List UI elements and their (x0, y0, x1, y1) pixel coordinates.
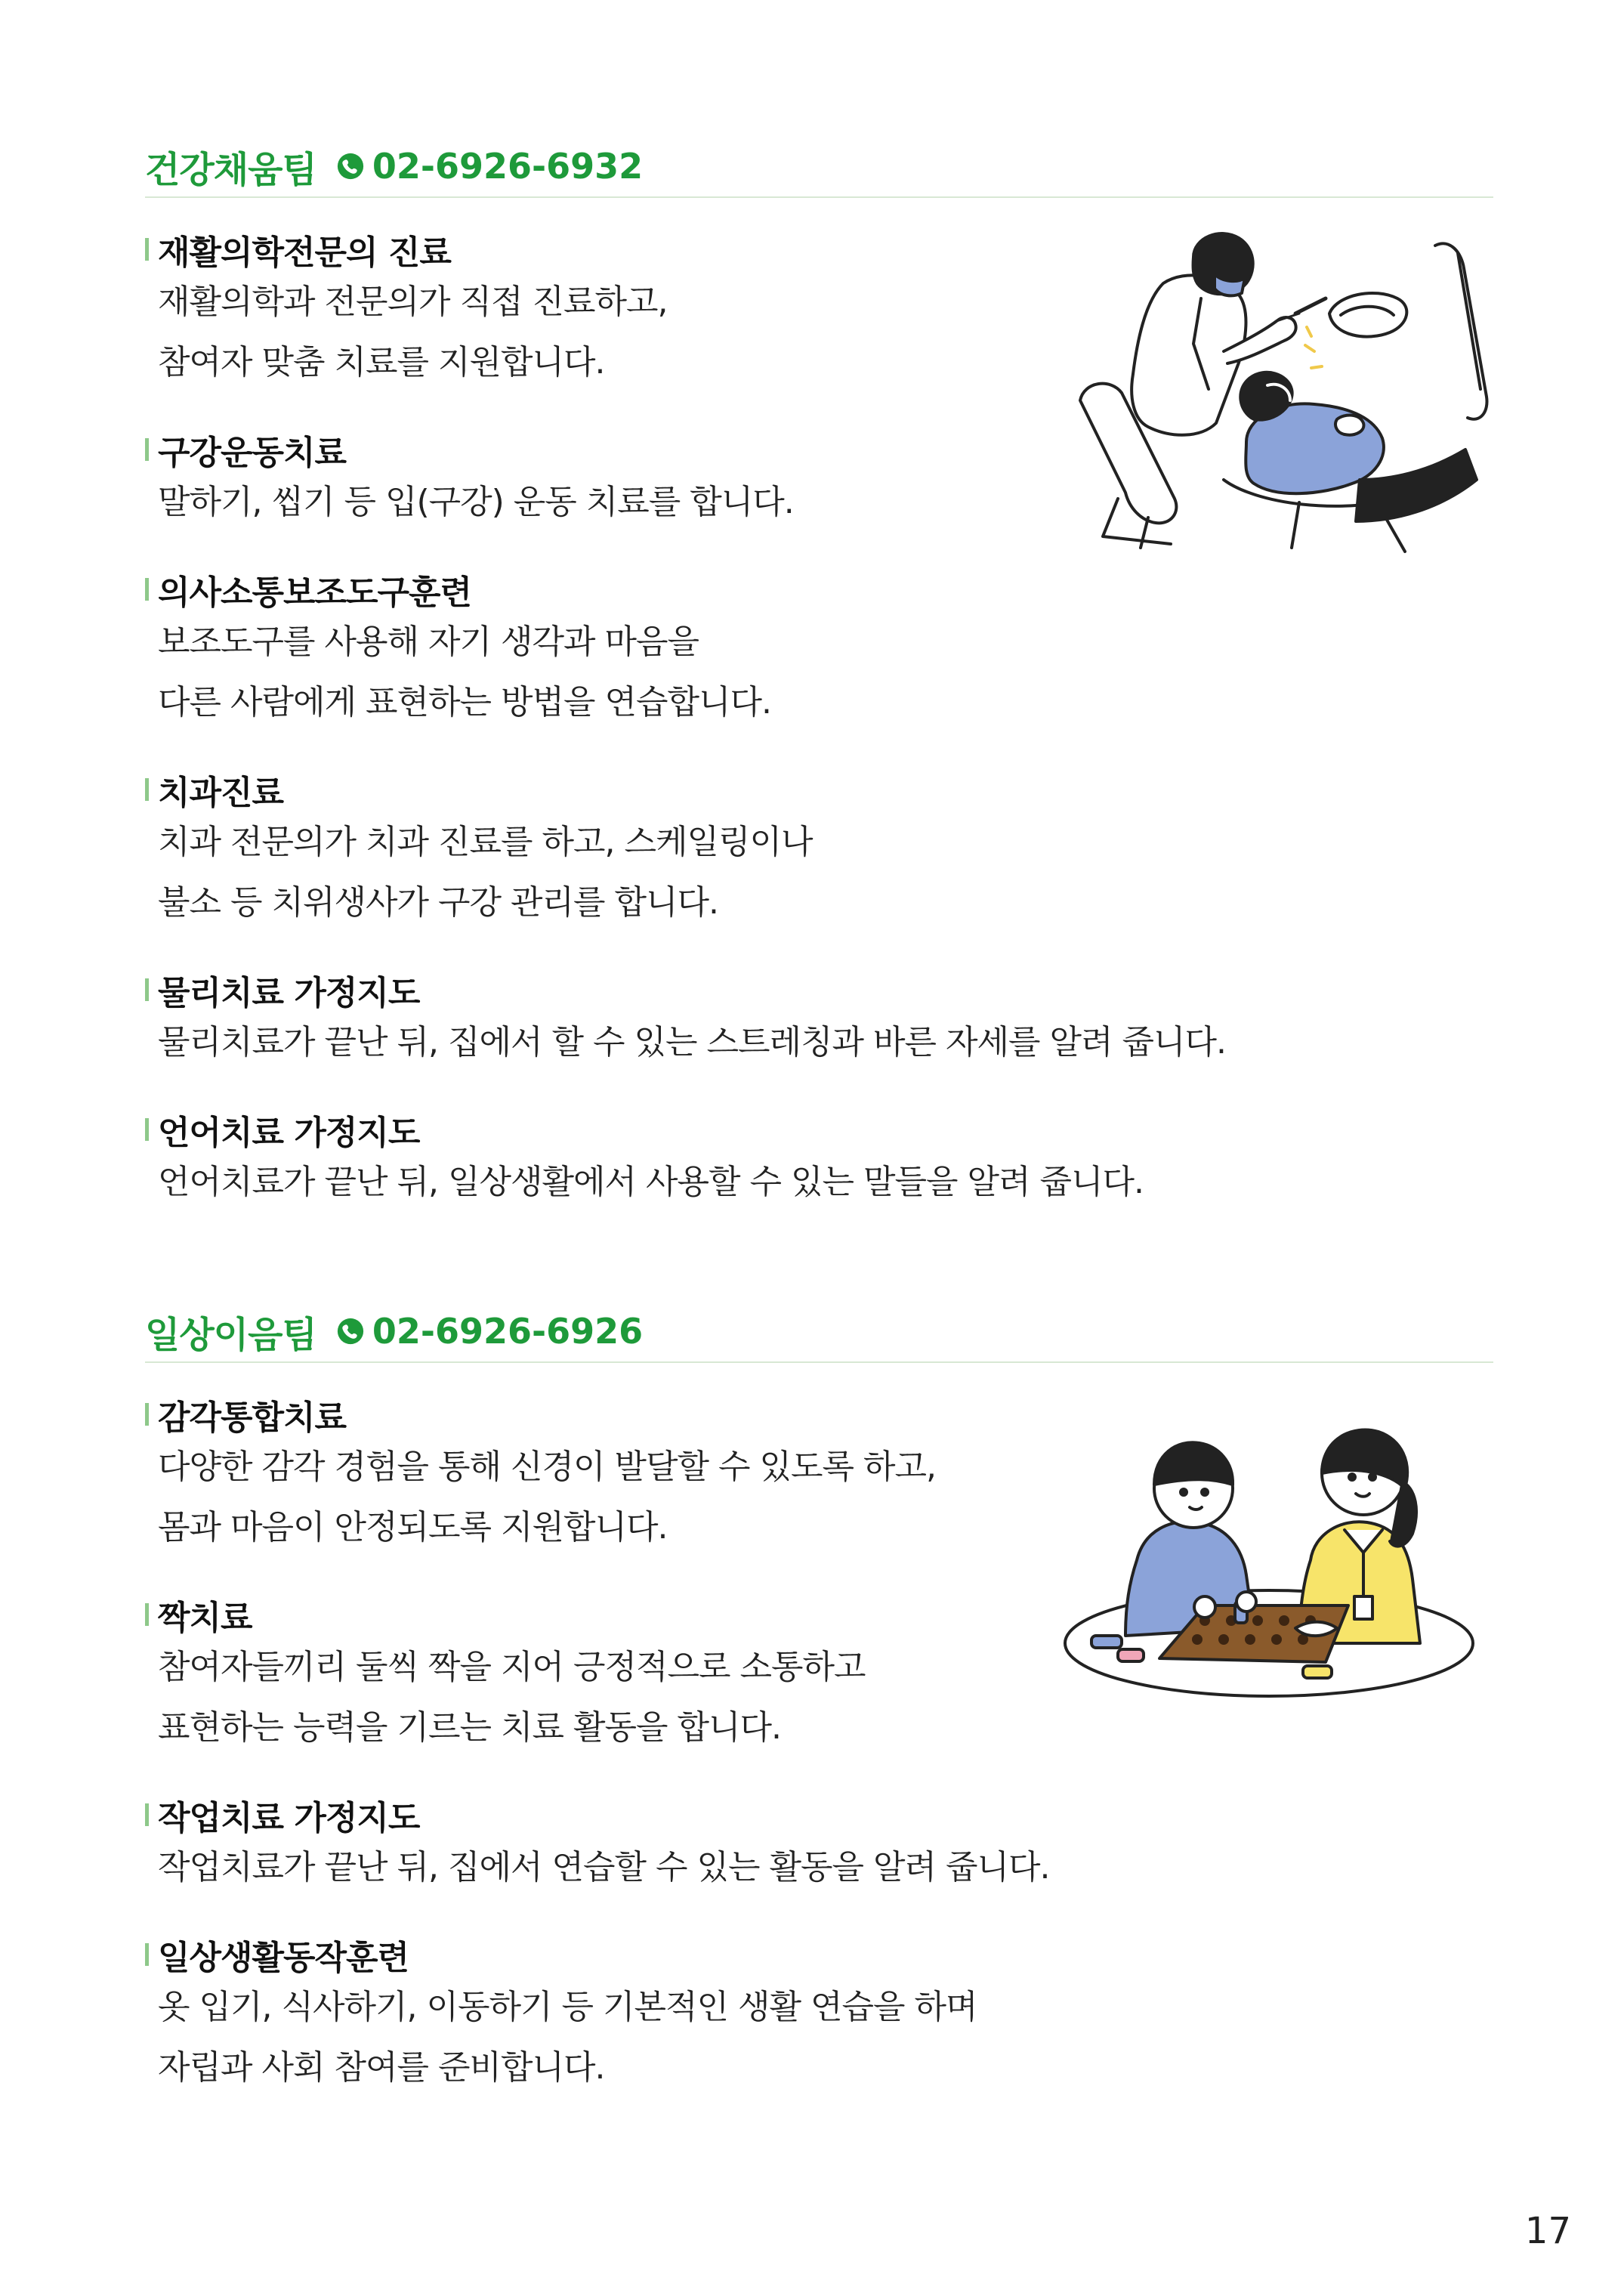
list-item (145, 1392, 936, 1558)
item-title: 구강운동치료 (158, 434, 347, 472)
list-item (145, 567, 771, 733)
phone-number: 02-6926-6932 (372, 146, 644, 187)
item-text: 말하기, 씹기 등 입(구강) 운동 치료를 합니다. (158, 483, 794, 521)
dentist-illustration (1073, 230, 1496, 555)
item-text: 자립과 사회 참여를 준비합니다. (158, 2048, 605, 2087)
list-item (145, 767, 813, 933)
phone-contact[interactable] (336, 146, 643, 187)
section-title: 일상이음팀 (145, 1313, 316, 1356)
phone-contact[interactable] (336, 1311, 643, 1352)
page-number: 17 (1524, 2210, 1571, 2252)
section-title: 건강채움팀 (145, 148, 316, 191)
item-text: 몸과 마음이 안정되도록 지원합니다. (158, 1508, 668, 1547)
item-text: 치과 전문의가 치과 진료를 하고, 스케일링이나 (158, 823, 813, 861)
list-item (145, 967, 1226, 1073)
bullet-bar (145, 578, 149, 601)
bullet-bar (145, 1803, 149, 1826)
bullet-bar (145, 1943, 149, 1966)
section-header (145, 136, 1493, 198)
item-text: 다양한 감각 경험을 통해 신경이 발달할 수 있도록 하고, (158, 1448, 936, 1486)
list-item (145, 427, 794, 533)
item-text: 참여자들끼리 둘씩 짝을 지어 긍정적으로 소통하고 (158, 1648, 866, 1686)
list-item (145, 1592, 866, 1758)
item-title: 물리치료 가정지도 (158, 974, 420, 1012)
item-text: 표현하는 능력을 기르는 치료 활동을 합니다. (158, 1708, 781, 1747)
bullet-bar (145, 1403, 149, 1426)
bullet-bar (145, 438, 149, 461)
item-title: 감각통합치료 (158, 1398, 347, 1437)
item-title: 재활의학전문의 진료 (158, 233, 451, 272)
bullet-bar (145, 978, 149, 1001)
item-text: 불소 등 치위생사가 구강 관리를 합니다. (158, 883, 718, 922)
list-item (145, 227, 668, 393)
section-header (145, 1301, 1493, 1363)
bullet-bar (145, 1118, 149, 1141)
item-text: 옷 입기, 식사하기, 이동하기 등 기본적인 생활 연습을 하며 (158, 1988, 977, 2026)
phone-number: 02-6926-6926 (372, 1311, 644, 1352)
item-text: 보조도구를 사용해 자기 생각과 마음을 (158, 623, 699, 661)
item-text: 작업치료가 끝난 뒤, 집에서 연습할 수 있는 활동을 알려 줍니다. (158, 1848, 1050, 1887)
bullet-bar (145, 1603, 149, 1626)
item-text: 재활의학과 전문의가 직접 진료하고, (158, 283, 668, 321)
item-title: 언어치료 가정지도 (158, 1114, 420, 1152)
phone-icon (336, 152, 365, 181)
list-item (145, 1107, 1144, 1213)
list-item (145, 1792, 1049, 1898)
item-title: 작업치료 가정지도 (158, 1799, 420, 1837)
therapy-illustration (1054, 1409, 1484, 1711)
item-text: 참여자 맞춤 치료를 지원합니다. (158, 343, 605, 382)
bullet-bar (145, 778, 149, 801)
item-title: 일상생활동작훈련 (158, 1939, 409, 1977)
item-text: 다른 사람에게 표현하는 방법을 연습합니다. (158, 683, 772, 722)
item-title: 짝치료 (158, 1599, 252, 1637)
item-title: 의사소통보조도구훈련 (158, 573, 472, 612)
list-item (145, 1932, 977, 2098)
item-title: 치과진료 (158, 774, 284, 812)
item-text: 언어치료가 끝난 뒤, 일상생활에서 사용할 수 있는 말들을 알려 줍니다. (158, 1163, 1144, 1201)
item-text: 물리치료가 끝난 뒤, 집에서 할 수 있는 스트레칭과 바른 자세를 알려 줍니다. (158, 1023, 1226, 1062)
bullet-bar (145, 238, 149, 261)
phone-icon (336, 1317, 365, 1346)
